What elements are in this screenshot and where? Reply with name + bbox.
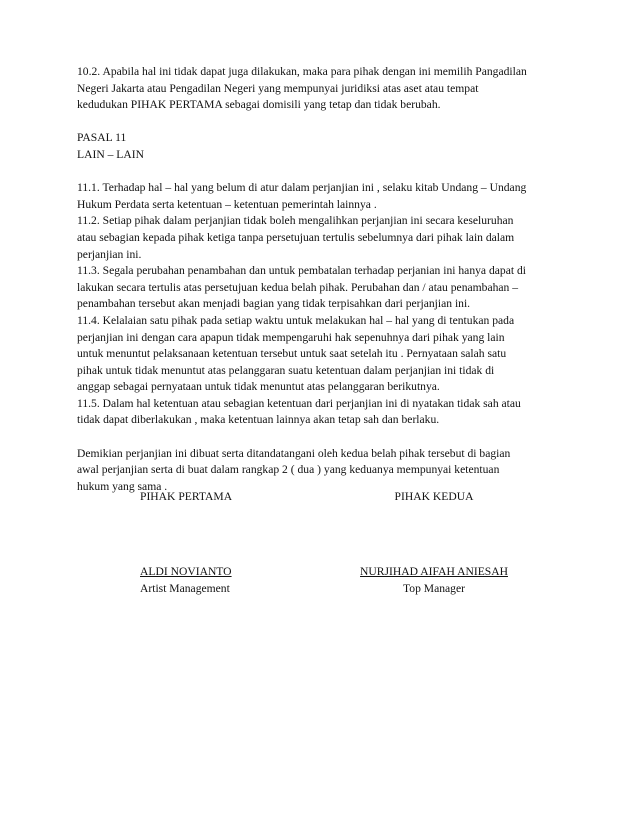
- paragraph-pasal-10-2: [77, 64, 562, 114]
- section-number: PASAL 11: [77, 131, 127, 145]
- text-line: 11.2. Setiap pihak dalam perjanjian tidak boleh mengalihkan perjanjian ini secara keseluruhan: [77, 214, 514, 228]
- text-line: awal perjanjian serta di buat dalam rangkap 2 ( dua ) yang keduanya mempunyai ketentuan: [77, 463, 500, 477]
- text-line: 11.3. Segala perubahan penambahan dan untuk pembatalan terhadap perjanian ini hanya dapat di: [77, 264, 526, 278]
- text-line: 11.4. Kelalaian satu pihak pada setiap waktu untuk melakukan hal – hal yang di tentukan pada: [77, 313, 515, 327]
- text-line: penambahan tersebut akan menjadi bagian yang tidak terpisahkan dari perjanjian ini.: [77, 297, 471, 311]
- text-line: perjanjian ini dengan cara apapun tidak mempengaruhi hak sepenuhnya dari pihak yang lain: [77, 330, 505, 344]
- text-line: 11.1. Terhadap hal – hal yang belum di atur dalam perjanjian ini , selaku kitab Undang – Undang: [77, 181, 527, 195]
- text-line: 10.2. Apabila hal ini tidak dapat juga dilakukan, maka para pihak dengan ini memilih Pangadilan: [77, 65, 527, 78]
- text-line: kedudukan PIHAK PERTAMA sebagai domisili yang tetap dan tidak berubah.: [77, 98, 441, 112]
- paragraph-pasal-11-body: [77, 180, 562, 429]
- section-heading-pasal-11: [77, 130, 562, 163]
- text-line: perjanjian ini.: [77, 247, 142, 261]
- text-line: 11.5. Dalam hal ketentuan atau sebagian ketentuan dari perjanjian ini di nyatakan tidak sah atau: [77, 396, 521, 410]
- paragraph-spacer: [77, 114, 562, 131]
- text-line: hukum yang sama .: [77, 479, 168, 493]
- party-label-second: PIHAK KEDUA: [394, 490, 474, 503]
- text-line: pihak untuk tidak menuntut atas pelanggaran suatu ketentuan dalam perjanjian ini tidak di: [77, 363, 495, 377]
- text-line: Negeri Jakarta atau Pengadilan Negeri yang mempunyai juridiksi atas aset atau tempat: [77, 81, 479, 95]
- text-line: lakukan secara tertulis atas persetujuan kedua belah pihak. Perubahan dan / atau penambahan –: [77, 280, 519, 294]
- signatory-name-second: NURJIHAD AIFAH ANIESAH: [360, 565, 508, 578]
- text-line: tidak dapat diberlakukan , maka ketentuan lainnya akan tetap sah dan berlaku.: [77, 413, 440, 427]
- section-title: LAIN – LAIN: [77, 147, 144, 161]
- paragraph-penutup: [77, 446, 562, 496]
- paragraph-spacer: [77, 164, 562, 181]
- text-line: atau sebagian kepada pihak ketiga tanpa persetujuan tertulis sebelumnya dari pihak lain dalam: [77, 230, 515, 244]
- document-body: [77, 64, 562, 495]
- text-line: untuk menuntut pelaksanaan ketentuan tersebut untuk saat setelah itu . Pernyataan salah satu: [77, 347, 507, 361]
- text-line: Demikian perjanjian ini dibuat serta ditandatangani oleh kedua belah pihak tersebut di bagian: [77, 446, 511, 460]
- signatory-role-first: Artist Management: [140, 582, 230, 595]
- party-label-first: PIHAK PERTAMA: [140, 490, 233, 503]
- paragraph-spacer: [77, 429, 562, 446]
- signatory-role-second: Top Manager: [403, 582, 465, 595]
- signatory-name-first: ALDI NOVIANTO: [140, 565, 232, 578]
- text-line: anggap sebagai pernyataan untuk tidak menuntut atas pelanggaran berikutnya.: [77, 380, 440, 394]
- text-line: Hukum Perdata serta ketentuan – ketentuan pemerintah lainnya .: [77, 197, 377, 211]
